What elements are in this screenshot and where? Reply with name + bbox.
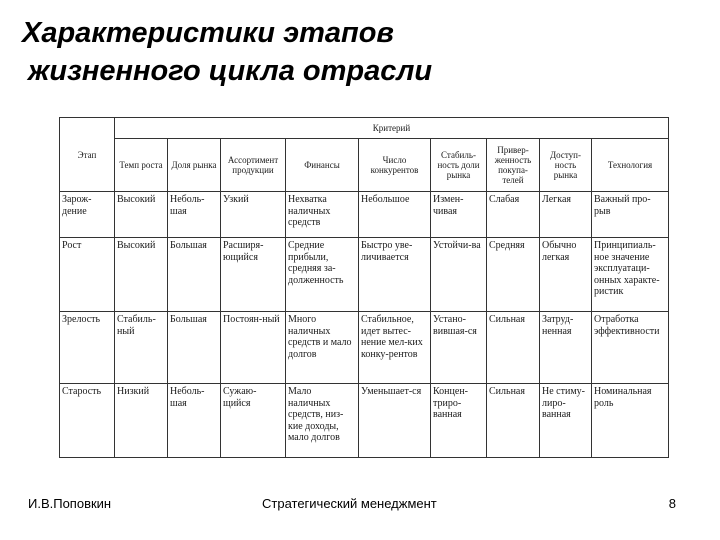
header-finance: Финансы [286, 139, 359, 192]
slide-title-line1: Характеристики этапов [22, 17, 394, 49]
table-cell: Сильная [487, 312, 540, 384]
table-row [60, 192, 669, 238]
table-cell: Средние прибыли, средняя за-долженность [286, 238, 359, 312]
table-cell: Стабильное, идет вытес-нение мел-ких конку-рентов [359, 312, 431, 384]
table-cell: Большая [168, 238, 221, 312]
table-cell: Легкая [540, 192, 592, 238]
table-cell: Небольшое [359, 192, 431, 238]
table-cell: Низкий [115, 384, 168, 458]
table-row [60, 312, 669, 384]
table-cell: Сильная [487, 384, 540, 458]
table-cell: Высокий [115, 238, 168, 312]
header-share-stability: Стабиль-ность доли рынка [431, 139, 487, 192]
table-cell: Зрелость [60, 312, 115, 384]
table-cell: Неболь-шая [168, 384, 221, 458]
criterion-row [60, 118, 669, 139]
table-cell: Мало наличных средств, низ-кие доходы, мало долгов [286, 384, 359, 458]
lifecycle-table [59, 117, 669, 458]
header-growth-rate: Темп роста [115, 139, 168, 192]
criterion-header: Критерий [115, 118, 669, 139]
table-cell: Устойчи-ва [431, 238, 487, 312]
table-cell: Принципиаль-ное значение эксплуатаци-онных характе-ристик [592, 238, 669, 312]
slide-title-line2: жизненного цикла отрасли [28, 55, 433, 87]
table-cell: Отработка эффективности [592, 312, 669, 384]
footer-course: Стратегический менеджмент [262, 496, 437, 511]
table-cell: Обычно легкая [540, 238, 592, 312]
table-cell: Большая [168, 312, 221, 384]
header-competitors: Число конкурентов [359, 139, 431, 192]
table-cell: Высокий [115, 192, 168, 238]
table-cell: Неболь-шая [168, 192, 221, 238]
table-cell: Стабиль-ный [115, 312, 168, 384]
header-technology: Технология [592, 139, 669, 192]
table-cell: Слабая [487, 192, 540, 238]
footer-author: И.В.Поповкин [28, 496, 112, 511]
table-cell: Нехватка наличных средств [286, 192, 359, 238]
table-cell: Уменьшает-ся [359, 384, 431, 458]
header-stage: Этап [60, 118, 115, 192]
table-cell: Узкий [221, 192, 286, 238]
table-cell: Много наличных средств и мало долгов [286, 312, 359, 384]
table-cell: Концен-триро-ванная [431, 384, 487, 458]
table-cell: Измен-чивая [431, 192, 487, 238]
table-cell: Постоян-ный [221, 312, 286, 384]
table-row [60, 238, 669, 312]
table-cell: Важный про-рыв [592, 192, 669, 238]
table-cell: Затруд-ненная [540, 312, 592, 384]
header-row [60, 139, 669, 192]
table-cell: Зарож-дение [60, 192, 115, 238]
slide-title [22, 14, 702, 90]
table-cell: Средняя [487, 238, 540, 312]
header-customer-loyalty: Привер-женность покупа-телей [487, 139, 540, 192]
table-cell: Номинальная роль [592, 384, 669, 458]
table-cell: Расширя-ющийся [221, 238, 286, 312]
page-number: 8 [668, 496, 676, 511]
table-cell: Не стиму-лиро-ванная [540, 384, 592, 458]
header-market-access: Доступ-ность рынка [540, 139, 592, 192]
table-row [60, 384, 669, 458]
table-cell: Устано-вившая-ся [431, 312, 487, 384]
table-cell: Рост [60, 238, 115, 312]
table-cell: Быстро уве-личивается [359, 238, 431, 312]
table-cell: Сужаю-щийся [221, 384, 286, 458]
table-cell: Старость [60, 384, 115, 458]
header-market-share: Доля рынка [168, 139, 221, 192]
header-product-range: Ассортимент продукции [221, 139, 286, 192]
lifecycle-table-container [59, 117, 669, 458]
